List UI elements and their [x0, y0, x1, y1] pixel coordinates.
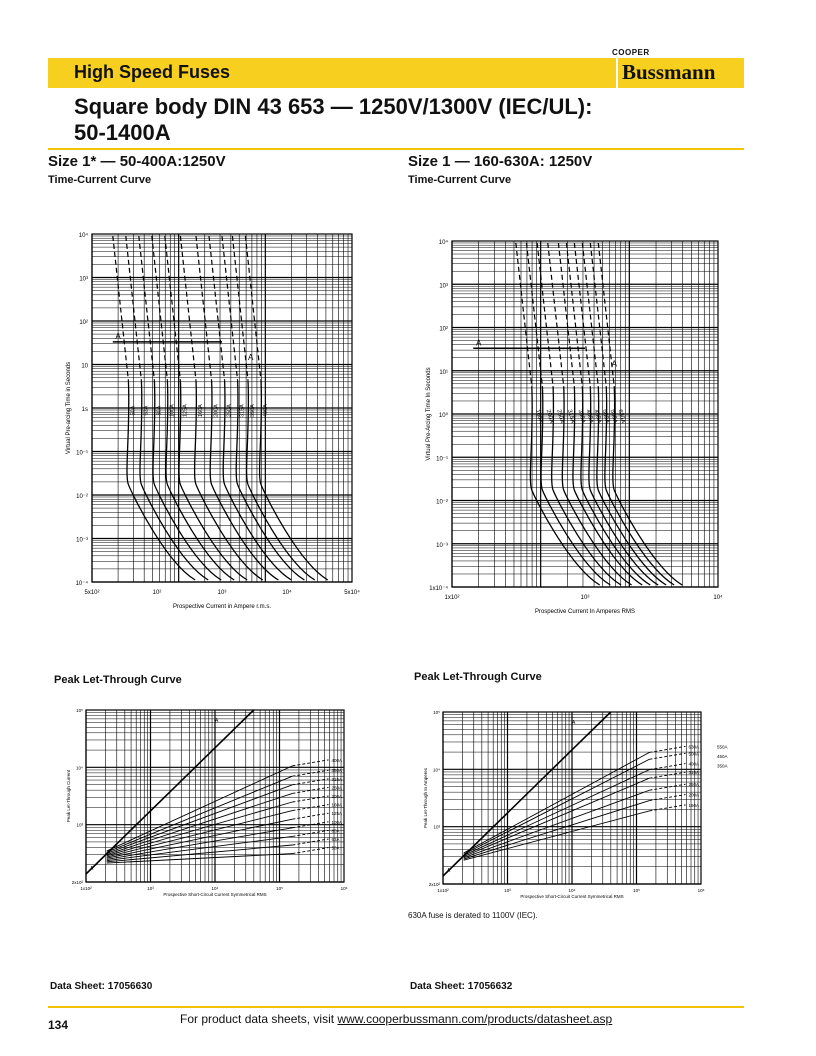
tc-left-curve-dashed [165, 236, 181, 381]
tc-right-series-label: 400A [584, 408, 595, 424]
tc-left-curve [236, 381, 304, 580]
plt-right-xtick: 10³ [504, 888, 511, 893]
tc-left-ytick: 10³ [79, 276, 88, 283]
tc-right-curve-dashed [516, 243, 532, 387]
tc-left-ytick: 10² [79, 320, 88, 326]
tc-right-xtick: 1x10² [444, 595, 460, 601]
left-plt-subtitle: Peak Let-Through Curve [54, 674, 182, 686]
plt-right-xtick: 10⁵ [633, 888, 640, 893]
tc-right-xtick: 10⁴ [713, 595, 723, 601]
plt-left-xlabel: Prospective Short-Circuit Current Symmetrical RMS [163, 892, 267, 897]
left-data-sheet: Data Sheet: 17056630 [50, 981, 153, 992]
right-data-sheet: Data Sheet: 17056632 [410, 981, 513, 992]
tc-right-ytick: 10⁻³ [436, 542, 448, 549]
left-tc-subtitle: Time-Current Curve [48, 174, 152, 186]
plt-right-ytick: 10³ [433, 824, 440, 830]
plt-left-ytick: 10³ [76, 822, 83, 828]
tc-left-series-label: 63A [143, 405, 150, 416]
plt-right-series-label: 500A [688, 751, 700, 757]
plt-left-ytick: 10⁴ [76, 765, 83, 771]
plt-right-marker-a: A [447, 868, 451, 874]
plt-right-series-label: 630A [688, 744, 700, 750]
plt-left-curve [107, 836, 293, 860]
plt-right-series-label: 250A [688, 782, 700, 788]
chart-time-current-left [50, 222, 370, 622]
tc-right-curve-dashed [582, 243, 598, 387]
plt-left-series-label: 160A [331, 802, 343, 808]
tc-right-ytick: 10³ [439, 283, 448, 290]
footer-rule [48, 1006, 744, 1008]
tc-left-series-label: 80A [156, 405, 163, 416]
tc-left-series-label: 125A [182, 404, 189, 418]
right-plt-subtitle: Peak Let-Through Curve [414, 671, 542, 683]
plt-left-series-label: 50A [331, 845, 340, 851]
tc-right-ytick: 10⁴ [438, 240, 448, 246]
plt-right-series-label: 315A [688, 770, 700, 776]
tc-left-ytick: 10⁻¹ [76, 450, 88, 457]
tc-right-series-label: 200A [544, 408, 555, 424]
derating-note: 630A fuse is derated to 1100V (IEC). [408, 911, 538, 920]
left-section-title: Size 1* — 50-400A:1250V [48, 153, 226, 170]
plt-right-curve [464, 752, 650, 853]
tc-left-ytick: 10⁻⁴ [75, 581, 88, 587]
plt-left-curve [107, 793, 293, 854]
title-line-2: 50-1400A [74, 120, 171, 145]
tc-left-series-label: 100A [169, 404, 176, 418]
tc-right-curve-dashed [574, 243, 590, 387]
plt-left-marker-a2: A [215, 718, 219, 724]
tc-right-series-label: 450A [592, 408, 602, 424]
page-number: 134 [48, 1018, 69, 1032]
tc-right-series-label: 630A [616, 408, 626, 424]
tc-left-xtick: 10⁴ [282, 590, 292, 596]
plt-right-curve [464, 778, 650, 856]
plt-left-series-label: 250A [331, 785, 343, 791]
plt-left-ylabel: Peak Let-Through Current [66, 769, 71, 823]
plt-right-xtick: 10⁴ [568, 888, 576, 893]
plt-left-ytick: 10⁵ [76, 708, 83, 713]
plt-right-ylabel: Peak Let-Through In Amperes [423, 767, 428, 829]
tc-left-xtick: 5x10⁴ [344, 590, 360, 596]
tc-right-ylabel: Virtual Pre-Arcing Time In Seconds [426, 367, 432, 461]
plt-left-series-label: 315A [331, 776, 343, 782]
plt-right-ytick: 2x10² [428, 882, 440, 887]
tc-right-curve-dashed [566, 243, 582, 387]
banner-title: High Speed Fuses [74, 62, 231, 82]
right-section-title: Size 1 — 160-630A: 1250V [408, 153, 593, 170]
tc-left-ytick: 10⁻³ [76, 537, 88, 544]
datasheet-link[interactable]: www.cooperbussmann.com/products/datasheet.asp [337, 1012, 613, 1026]
tc-left-marker-a2: A [248, 352, 254, 362]
plt-left-series-label: 350A [331, 768, 343, 774]
right-tc-subtitle: Time-Current Curve [408, 174, 512, 186]
tc-right-ytick: 1x10⁻⁴ [429, 586, 448, 592]
tc-right-series-label: 315A [565, 408, 576, 424]
plt-left-marker-a: A [90, 866, 94, 872]
tc-right-xlabel: Prospective Current In Amperes RMS [534, 609, 636, 615]
plt-left-xtick: 10⁴ [211, 886, 219, 891]
plt-left-ytick: 2x10² [71, 880, 83, 885]
plt-left-curve [107, 811, 293, 857]
title-rule [48, 148, 744, 150]
plt-left-series-label: 125A [331, 811, 343, 817]
plt-right-marker-a2: A [572, 720, 576, 726]
footer-text [180, 1012, 612, 1026]
tc-right-ytick: 10⁰ [438, 413, 448, 419]
tc-left-curve-dashed [196, 236, 212, 381]
tc-left-xlabel: Prospective Current in Ampere r.m.s. [172, 604, 272, 610]
tc-left-ytick: 10⁴ [78, 233, 88, 239]
tc-left-ytick: 1s [81, 407, 88, 413]
tc-right-ytick: 10¹ [439, 369, 448, 376]
tc-right-series-label: 500A [600, 408, 610, 424]
chart-time-current-right [420, 195, 730, 615]
plt-right-series-label: 200A [688, 792, 700, 798]
tc-right-curve-dashed [590, 243, 606, 387]
tc-left-series-label: 160A [198, 404, 204, 418]
tc-left-curve-dashed [113, 236, 129, 381]
tc-left-series-label: 200A [213, 404, 220, 418]
tc-left-curve-dashed [139, 236, 155, 381]
logo-bussmann: Bussmann [622, 60, 716, 84]
plt-left-curve [107, 776, 293, 852]
plt-left-xtick: 1x10² [80, 886, 92, 891]
plt-right-curve [464, 770, 650, 856]
tc-left-curve-dashed [222, 236, 238, 381]
plt-left-curve [107, 785, 293, 854]
chart-peak-let-through-right [415, 700, 728, 905]
tc-left-ytick: 10 [81, 363, 88, 370]
tc-left-xtick: 10² [152, 590, 162, 596]
tc-right-ytick: 10⁻² [436, 499, 448, 506]
plt-right-series-label: 400A [688, 761, 700, 767]
plt-right-series-label-right: 450A [717, 753, 728, 759]
tc-left-series-label: 350A [250, 404, 256, 418]
plt-right-xlabel: Prospective Short-Circuit Current Symmetrical RMS [520, 894, 624, 899]
plt-right-xtick: 10⁶ [697, 888, 705, 893]
plt-left-series-label: 80A [331, 828, 340, 834]
logo-cooper: COOPER [612, 48, 650, 57]
tc-left-series-label: 250A [226, 404, 233, 418]
tc-right-marker-a2: A [611, 359, 617, 369]
plt-left-series-label: 63A [331, 837, 340, 842]
tc-right-ytick: 10² [439, 326, 448, 333]
plt-left-xtick: 10³ [147, 886, 154, 891]
tc-right-series-label: 550A [608, 408, 618, 424]
plt-right-series-label-right: 350A [717, 763, 728, 769]
chart-peak-let-through-left [60, 700, 360, 905]
plt-left-series-label: 200A [331, 794, 343, 799]
plt-left-xtick: 10⁶ [340, 886, 348, 891]
tc-left-marker-a: A [115, 331, 121, 341]
tc-left-series-label: 400A [263, 404, 269, 418]
tc-right-series-label: 350A [576, 408, 587, 424]
plt-left-xtick: 10⁵ [276, 886, 283, 891]
plt-left-series-label: 100A [331, 819, 343, 825]
plt-right-ytick: 10⁵ [433, 710, 440, 715]
plt-right-curve [464, 790, 650, 858]
footer-prefix: For product data sheets, visit [180, 1012, 338, 1026]
tc-right-series-label: 250A [555, 408, 565, 424]
plt-left-series-label: 400A [331, 757, 343, 763]
tc-left-curve-dashed [180, 236, 196, 381]
tc-left-series-label: 315A [239, 404, 246, 418]
plt-right-xtick: 1x10² [437, 888, 449, 893]
tc-right-xtick: 10³ [580, 595, 590, 601]
tc-left-curve-dashed [209, 236, 225, 381]
tc-right-ytick: 10⁻¹ [436, 456, 448, 463]
tc-left-xtick: 5x10² [84, 590, 100, 596]
tc-left-xtick: 10³ [217, 590, 227, 596]
title-line-1: Square body DIN 43 653 — 1250V/1300V (IEC/UL): [74, 94, 593, 119]
tc-right-series-label: 160A [534, 408, 544, 424]
tc-left-series-label: 50A [130, 405, 137, 416]
tc-left-ytick: 10⁻² [76, 494, 88, 500]
plt-right-series-label: 160A [688, 802, 700, 808]
tc-left-ylabel: Virtual Pre-arcing Time in Seconds [66, 361, 72, 455]
plt-right-ytick: 10⁴ [433, 767, 440, 773]
page-title [74, 94, 734, 146]
tc-right-marker-a: A [475, 338, 482, 348]
plt-right-series-label-right: 550A [717, 744, 728, 750]
plt-right-curve [464, 759, 650, 854]
